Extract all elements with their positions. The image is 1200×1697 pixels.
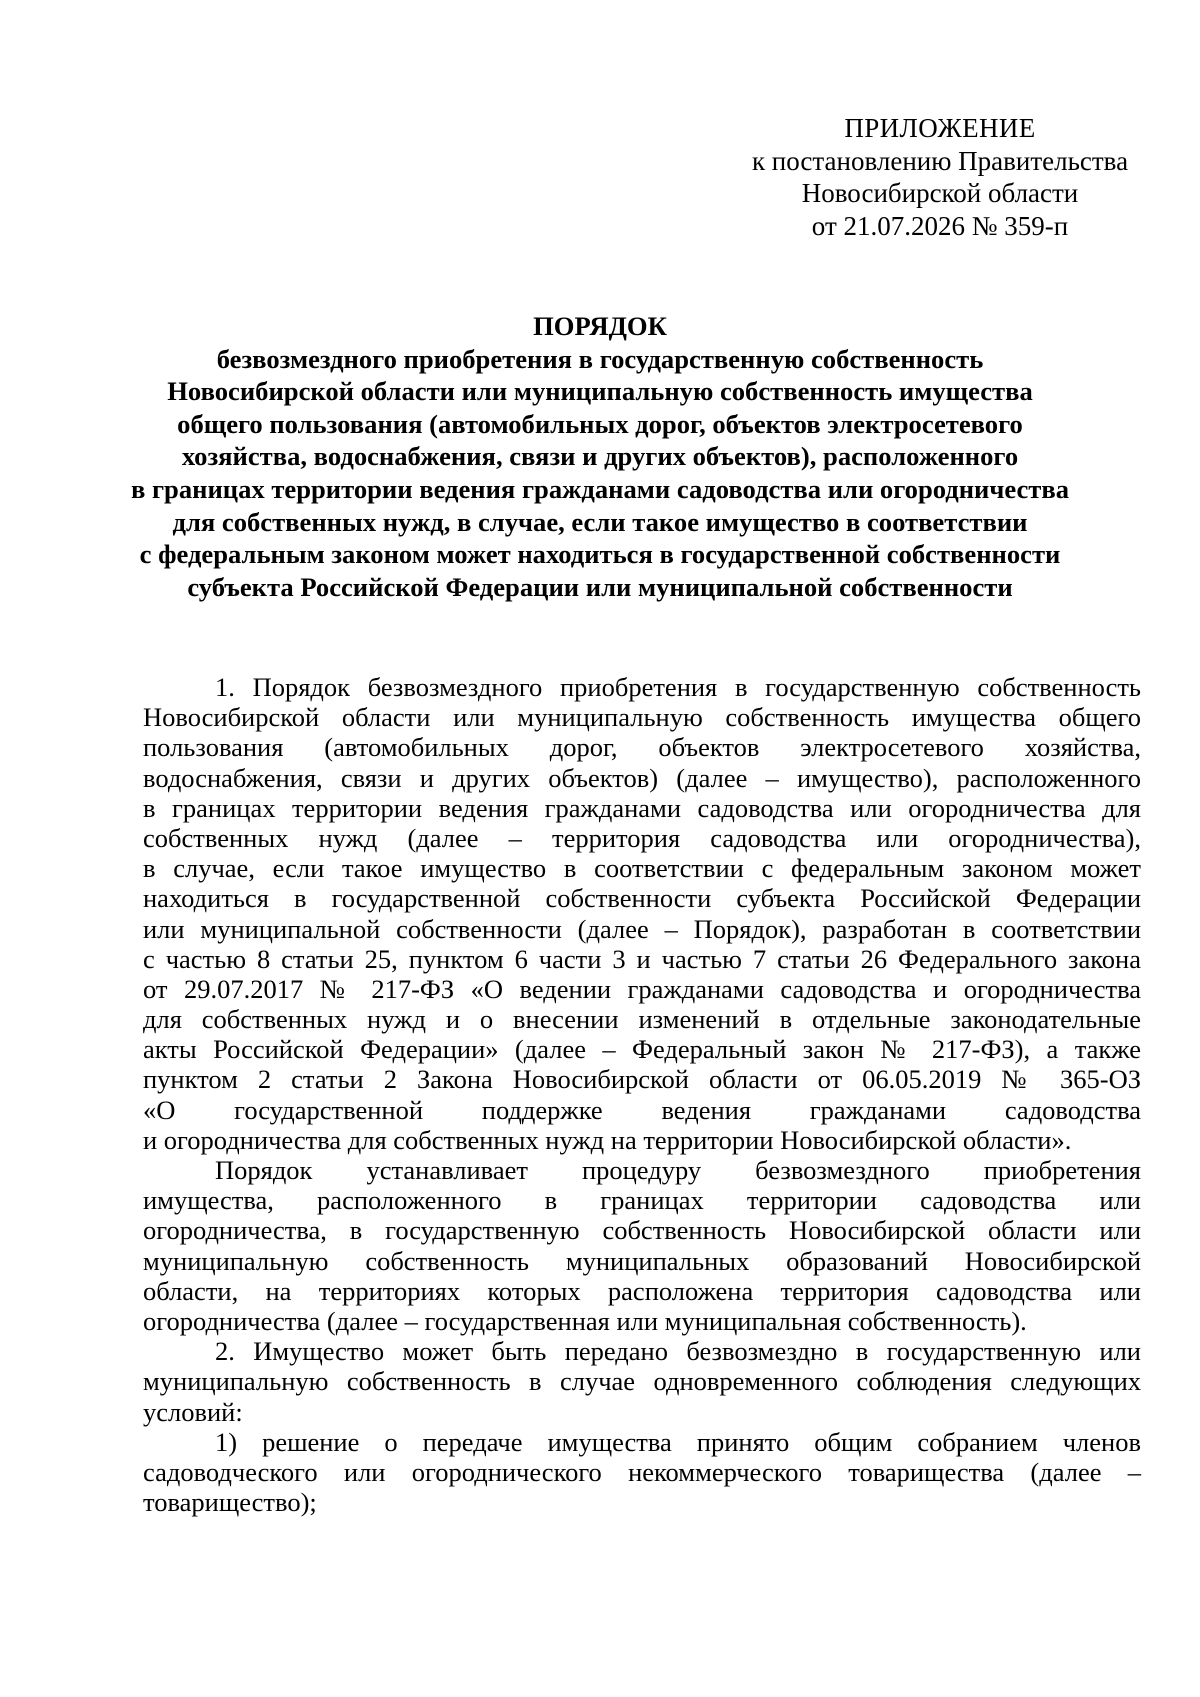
heading-line: с федеральным законом может находиться в государственной собственности	[139, 539, 1061, 570]
heading-line: Новосибирской области или муниципальную собственность имущества	[167, 376, 1033, 407]
body-line: области, на территориях которых расположена территория садоводства или	[143, 1275, 1141, 1306]
heading-line: для собственных нужд, в случае, если такое имущество в соответствии	[172, 506, 1028, 537]
body-line: в границах территории ведения гражданами садоводства или огородничества для	[143, 792, 1141, 823]
body-line: 2. Имущество может быть передано безвозмездно в государственную или	[215, 1336, 1141, 1367]
body-line: 1) решение о передаче имущества принято общим собранием членов	[215, 1426, 1141, 1457]
body-line: муниципальную собственность в случае одновременного соблюдения следующих	[143, 1366, 1141, 1397]
appendix-line: Новосибирской области	[801, 178, 1079, 208]
heading-line: хозяйства, водоснабжения, связи и других объектов), расположенного	[181, 441, 1019, 472]
document-body	[143, 672, 1141, 1517]
body-line: 1. Порядок безвозмездного приобретения в государственную собственность	[215, 672, 1141, 702]
heading-line: общего пользования (автомобильных дорог, объектов электросетевого	[177, 408, 1023, 439]
heading-title: ПОРЯДОК	[533, 311, 667, 341]
body-line: Новосибирской области или муниципальную собственность имущества общего	[143, 702, 1141, 733]
body-line: пользования (автомобильных дорог, объектов электросетевого хозяйства,	[143, 732, 1141, 763]
body-line: с частью 8 статьи 25, пунктом 6 части 3 и частью 7 статьи 26 Федерального закона	[143, 943, 1141, 974]
body-line: пунктом 2 статьи 2 Закона Новосибирской области от 06.05.2019 № 365-ОЗ	[143, 1064, 1141, 1095]
body-line: от 29.07.2017 № 217-ФЗ «О ведении гражданами садоводства и огородничества	[143, 973, 1141, 1004]
body-line: муниципальную собственность муниципальных образований Новосибирской	[143, 1245, 1141, 1276]
appendix-header	[740, 112, 1140, 242]
body-line: Порядок устанавливает процедуру безвозмездного приобретения	[215, 1155, 1141, 1185]
body-line: или муниципальной собственности (далее – Порядок), разработан в соответствии	[143, 913, 1141, 944]
body-line: «О государственной поддержке ведения гражданами садоводства	[143, 1094, 1141, 1125]
heading-line: безвозмездного приобретения в государственную собственность	[216, 343, 984, 374]
body-line: для собственных нужд и о внесении изменений в отдельные законодательные	[143, 1004, 1141, 1035]
appendix-title: ПРИЛОЖЕНИЕ	[844, 113, 1036, 143]
body-line: акты Российской Федерации» (далее – Федеральный закон № 217-ФЗ), а также	[143, 1034, 1141, 1065]
body-line: находиться в государственной собственности субъекта Российской Федерации	[143, 883, 1141, 914]
appendix-date-number: от 21.07.2026 № 359-п	[811, 210, 1069, 241]
document-heading	[120, 310, 1080, 603]
body-line: имущества, расположенного в границах территории садоводства или	[143, 1185, 1141, 1216]
body-line: садоводческого или огороднического некоммерческого товарищества (далее –	[143, 1456, 1141, 1487]
body-line: в случае, если такое имущество в соответствии с федеральным законом может	[143, 853, 1141, 884]
heading-line: субъекта Российской Федерации или муниципальной собственности	[187, 571, 1013, 602]
appendix-line: к постановлению Правительства	[751, 145, 1129, 176]
body-line: водоснабжения, связи и других объектов) (далее – имущество), расположенного	[143, 762, 1141, 793]
body-line: собственных нужд (далее – территория садоводства или огородничества),	[143, 822, 1141, 853]
body-line: условий:	[143, 1396, 243, 1427]
body-line: и огородничества для собственных нужд на территории Новосибирской области».	[143, 1124, 1072, 1155]
body-line: огородничества, в государственную собственность Новосибирской области или	[143, 1215, 1141, 1246]
heading-line: в границах территории ведения гражданами садоводства или огородничества	[130, 473, 1070, 504]
body-line: товарищество);	[143, 1487, 317, 1518]
body-line: огородничества (далее – государственная или муниципальная собственность).	[143, 1305, 1027, 1336]
